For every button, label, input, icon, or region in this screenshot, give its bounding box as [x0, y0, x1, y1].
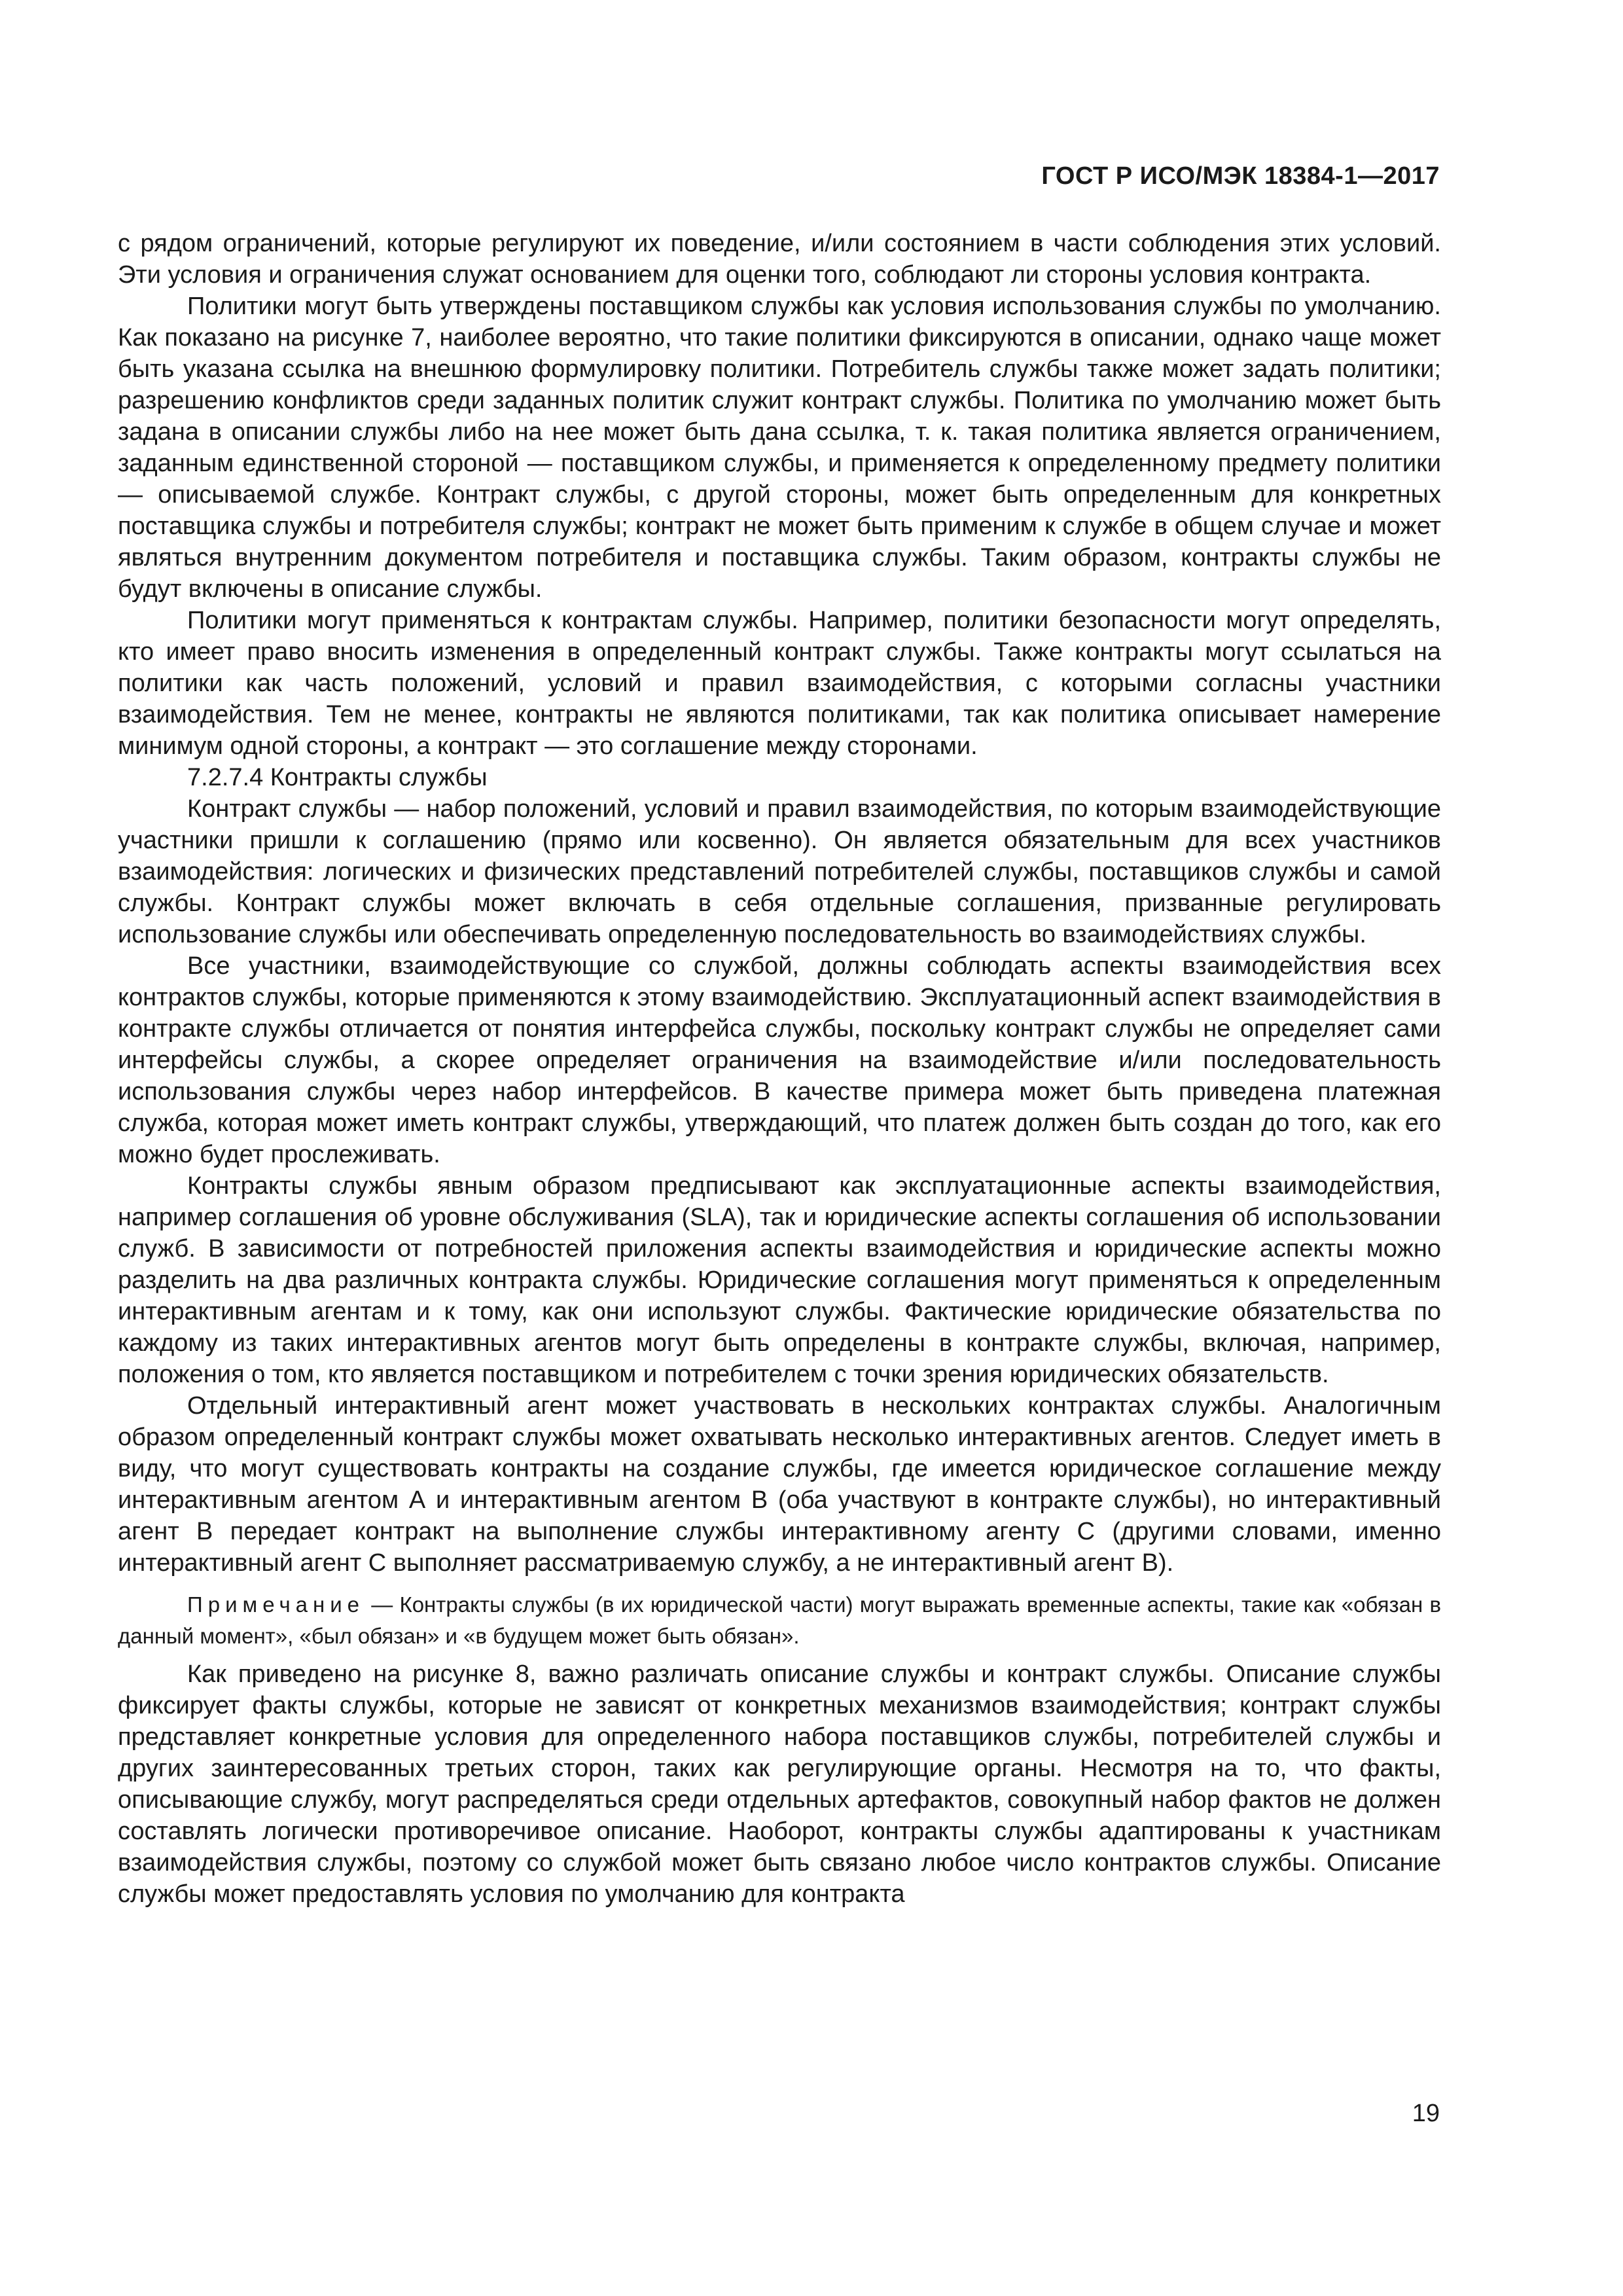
note-text: — Контракты службы (в их юридической части) могут выражать временные аспекты, такие как «обязан в данный момент», «был обязан» и «в будущем может быть обязан».: [118, 1592, 1441, 1648]
paragraph: Все участники, взаимодействующие со службой, должны соблюдать аспекты взаимодействия всех контрактов службы, которые применяются к этому взаимодействию. Эксплуатационный аспект взаимодействия в контракте службы отличается от понятия интерфейса службы, поскольку контракт службы не определяет сами интерфейсы службы, а скорее определяет ограничения на взаимодействие и/или последовательность использования службы через набор интерфейсов. В качестве примера может быть приведена платежная служба, которая может иметь контракт службы, утверждающий, что платеж должен быть создан до того, как его можно будет прослеживать.: [118, 952, 1441, 1168]
paragraph: Политики могут быть утверждены поставщиком службы как условия использования службы по умолчанию. Как показано на рисунке 7, наиболее вероятно, что такие политики фиксируются в описании, однако чаще может быть указана ссылка на внешнюю формулировку политики. Потребитель службы также может задать политики; разрешению конфликтов среди заданных политик служит контракт службы. Политика по умолчанию может быть задана в описании службы либо на нее может быть дана ссылка, т. к. такая политика является ограничением, заданным единственной стороной — поставщиком службы, и применяется к определенному предмету политики — описываемой службе. Контракт службы, с другой стороны, может быть определенным для конкретных поставщика службы и потребителя службы; контракт не может быть применим к службе в общем случае и может являться внутренним документом потребителя и поставщика службы. Таким образом, контракты службы не будут включены в описание службы.: [118, 293, 1441, 603]
note: [118, 1589, 1441, 1652]
paragraph: Политики могут применяться к контрактам службы. Например, политики безопасности могут определять, кто имеет право вносить изменения в определенный контракт службы. Также контракты могут ссылаться на политики как часть положений, условий и правил взаимодействия, с которыми согласны участники взаимодействия. Тем не менее, контракты не являются политиками, так как политика описывает намерение минимум одной стороны, а контракт — это соглашение между сторонами.: [118, 607, 1441, 760]
paragraph: Контракт службы — набор положений, условий и правил взаимодействия, по которым взаимодействующие участники пришли к соглашению (прямо или косвенно). Он является обязательным для всех участников взаимодействия: логических и физических представлений потребителей службы, поставщиков службы и самой службы. Контракт службы может включать в себя отдельные соглашения, призванные регулировать использование службы или обеспечивать определенную последовательность во взаимодействиях службы.: [118, 795, 1441, 948]
paragraph: с рядом ограничений, которые регулируют их поведение, и/или состоянием в части соблюдения этих условий. Эти условия и ограничения служат основанием для оценки того, соблюдают ли стороны условия контракта.: [118, 230, 1441, 289]
paragraph: Отдельный интерактивный агент может участвовать в нескольких контрактах службы. Аналогичным образом определенный контракт службы может охватывать несколько интерактивных агентов. Следует иметь в виду, что могут существовать контракты на создание службы, где имеется юридическое соглашение между интерактивным агентом А и интерактивным агентом В (оба участвуют в контракте службы), но интерактивный агент В передает контракт на выполнение службы интерактивному агенту С (другими словами, именно интерактивный агент С выполняет рассматриваемую службу, а не интерактивный агент В).: [118, 1392, 1441, 1577]
note-label: Примечание: [187, 1592, 365, 1617]
paragraph: Контракты службы явным образом предписывают как эксплуатационные аспекты взаимодействия, например соглашения об уровне обслуживания (SLA), так и юридические аспекты соглашения об использовании служб. В зависимости от потребностей приложения аспекты взаимодействия и юридические аспекты можно разделить на два различных контракта службы. Юридические соглашения могут применяться к определенным интерактивным агентам и к тому, как они используют службы. Фактические юридические обязательства по каждому из таких интерактивных агентов могут быть определены в контракте службы, включая, например, положения о том, кто является поставщиком и потребителем с точки зрения юридических обязательств.: [118, 1172, 1441, 1388]
document-body: [118, 228, 1441, 1910]
document-header: ГОСТ Р ИСО/МЭК 18384-1—2017: [1041, 162, 1440, 190]
section-heading: 7.2.7.4 Контракты службы: [187, 764, 488, 791]
page-number: 19: [1412, 2100, 1440, 2127]
paragraph: Как приведено на рисунке 8, важно различать описание службы и контракт службы. Описание службы фиксирует факты службы, которые не зависят от конкретных механизмов взаимодействия; контракт службы представляет конкретные условия для определенного набора поставщиков службы, потребителей службы и других заинтересованных третьих сторон, таких как регулирующие органы. Несмотря на то, что факты, описывающие службу, могут распределяться среди отдельных артефактов, совокупный набор фактов не должен составлять логически противоречивое описание. Наоборот, контракты службы адаптированы к участникам взаимодействия службы, поэтому со службой может быть связано любое число контрактов службы. Описание службы может предоставлять условия по умолчанию для контракта: [118, 1660, 1441, 1908]
